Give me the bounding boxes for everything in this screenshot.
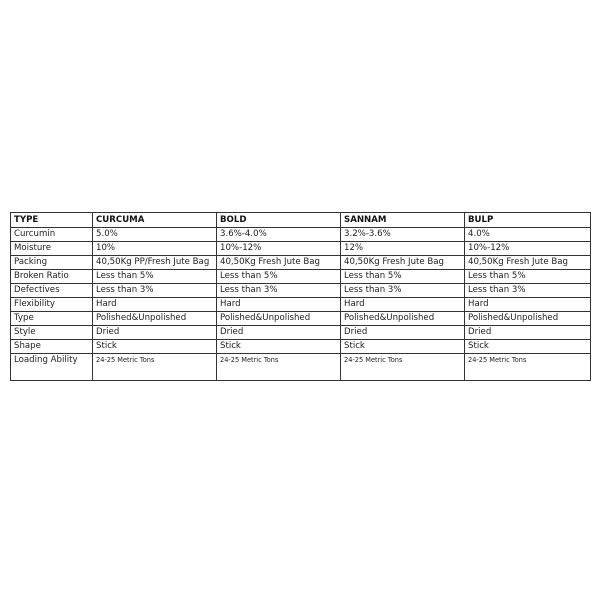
table-cell: 24-25 Metric Tons: [341, 354, 465, 381]
table-cell: Dried: [93, 326, 217, 340]
row-label-loading-ability: Loading Ability: [11, 354, 93, 381]
table-row: [11, 354, 591, 381]
table-cell: 40,50Kg Fresh Jute Bag: [217, 256, 341, 270]
table-cell: Less than 5%: [93, 270, 217, 284]
table-row: [11, 340, 591, 354]
row-label-broken-ratio: Broken Ratio: [11, 270, 93, 284]
table-cell: 4.0%: [465, 228, 591, 242]
table-cell: Polished&Unpolished: [93, 312, 217, 326]
table-row: [11, 326, 591, 340]
table-cell: 12%: [341, 242, 465, 256]
table-cell: Stick: [93, 340, 217, 354]
row-label-defectives: Defectives: [11, 284, 93, 298]
table-cell: 24-25 Metric Tons: [465, 354, 591, 381]
table-cell: Stick: [341, 340, 465, 354]
table-cell: Hard: [93, 298, 217, 312]
table-cell: Dried: [341, 326, 465, 340]
table-cell: Less than 5%: [465, 270, 591, 284]
table-cell: Stick: [217, 340, 341, 354]
table-cell: 5.0%: [93, 228, 217, 242]
table-cell: Less than 5%: [217, 270, 341, 284]
table-cell: 40,50Kg Fresh Jute Bag: [465, 256, 591, 270]
table-row: [11, 284, 591, 298]
table-cell: 3.2%-3.6%: [341, 228, 465, 242]
table-cell: 10%-12%: [217, 242, 341, 256]
table-cell: Less than 3%: [465, 284, 591, 298]
row-label-shape: Shape: [11, 340, 93, 354]
table-row: [11, 228, 591, 242]
table-cell: Dried: [217, 326, 341, 340]
table-cell: Stick: [465, 340, 591, 354]
table-cell: 10%-12%: [465, 242, 591, 256]
table-cell: Hard: [341, 298, 465, 312]
table-row: [11, 312, 591, 326]
table-row: [11, 242, 591, 256]
header-row: [11, 213, 591, 228]
row-label-moisture: Moisture: [11, 242, 93, 256]
table-cell: Polished&Unpolished: [341, 312, 465, 326]
row-label-type: Type: [11, 312, 93, 326]
header-bulp: BULP: [465, 213, 591, 228]
table-row: [11, 256, 591, 270]
table-cell: 3.6%-4.0%: [217, 228, 341, 242]
header-curcuma: CURCUMA: [93, 213, 217, 228]
table-cell: Hard: [217, 298, 341, 312]
table-row: [11, 270, 591, 284]
header-type: TYPE: [11, 213, 93, 228]
table-cell: 40,50Kg PP/Fresh Jute Bag: [93, 256, 217, 270]
table-row: [11, 298, 591, 312]
table-cell: 10%: [93, 242, 217, 256]
header-bold: BOLD: [217, 213, 341, 228]
row-label-packing: Packing: [11, 256, 93, 270]
row-label-style: Style: [11, 326, 93, 340]
table-cell: Polished&Unpolished: [465, 312, 591, 326]
row-label-curcumin: Curcumin: [11, 228, 93, 242]
table-cell: Dried: [465, 326, 591, 340]
row-label-flexibility: Flexibility: [11, 298, 93, 312]
table-cell: Less than 5%: [341, 270, 465, 284]
table-cell: 40,50Kg Fresh Jute Bag: [341, 256, 465, 270]
table-cell: Less than 3%: [217, 284, 341, 298]
header-sannam: SANNAM: [341, 213, 465, 228]
table-cell: 24-25 Metric Tons: [217, 354, 341, 381]
table-cell: 24-25 Metric Tons: [93, 354, 217, 381]
table-cell: Polished&Unpolished: [217, 312, 341, 326]
turmeric-spec-table: [10, 212, 591, 381]
table-cell: Less than 3%: [93, 284, 217, 298]
table-cell: Less than 3%: [341, 284, 465, 298]
table-cell: Hard: [465, 298, 591, 312]
